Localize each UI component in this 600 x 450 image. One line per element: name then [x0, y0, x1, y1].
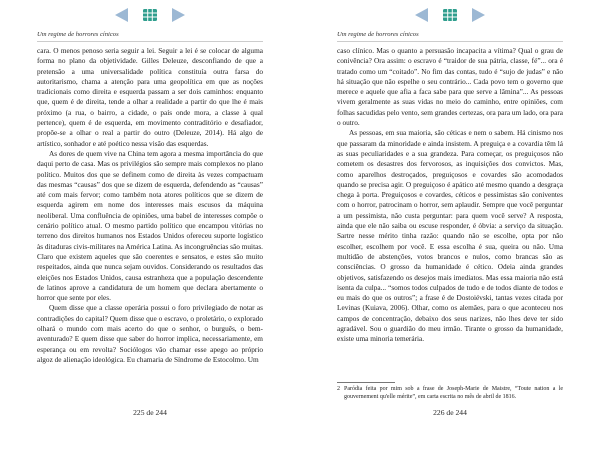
page-toolbar-right [337, 5, 563, 25]
next-page-icon[interactable] [172, 8, 185, 22]
prev-page-icon[interactable] [115, 8, 128, 22]
footnote-number: 2 [337, 386, 340, 392]
book-page-right [300, 0, 600, 450]
paragraph: As dores de quem vive na China tem agora a mesma importância do que daqui perto de casa. Mas os privilégios são sempre mais complexos no plano político. Muitos dos que se definem como de direita às vezes compactuam das mesmas “causas” dos que se dizem de esquerda, defendendo as “causas” até com mais fervor; como também nota atores políticos que se dizem de esquerda agirem em nome dos interesses mais escusos da máquina neoliberal. Uma confluência de opiniões, uma babel de interesses compõe o cenário político atual. O mesmo partido político que encampou vitórias no terreno dos direitos humanos nos Estados Unidos ofereceu suporte logístico às ditaduras civis-militares na América Latina. As incongruências são muitas. Claro que existem aqueles que são coerentes e sensatos, e estes são muito respeitados, ainda que nunca sejam ouvidos. Considerando os resultados das eleições nos Estados Unidos, causa estranheza que a população descendente de latinos aprove a candidatura de um homem que declara abertamente o horror que sente por eles. [37, 148, 263, 303]
running-header: Um regime de horrores cínicos [337, 27, 563, 42]
footnote-divider [337, 382, 395, 383]
prev-page-icon[interactable] [415, 8, 428, 22]
toc-grid-icon[interactable] [143, 9, 157, 21]
paragraph: cara. O menos penoso seria seguir a lei. Seguir a lei é se colocar de alguma forma no plano da objetividade. Gilles Deleuze, desconfiando de que a pretensão a uma universalidade política constituía outra farsa do autoritarismo, chama a atenção para uma geopolítica em que as noções tradicionais como direita e esquerda passam a ser dois caminhos: enquanto que, quem é de direita, tende a olhar a realidade a partir do que lhe é mais próximo (a rua, o bairro, a cidade, o país onde mora, a classe à qual pertence), quem é de esquerda, em movimento contraditório e desafiador, propõe-se a olhar o real a partir do outro (Deleuze, 2014). Há algo de artístico, sonhador e até poético nessa visão das esquerdas. [37, 46, 263, 148]
footnote-block [337, 382, 563, 401]
page-footer-right [337, 382, 563, 418]
footnote-text: Paródia feita por mim sob a frase de Joseph-Marie de Maistre, “Toute nation a le gouvernement qu'elle mérite”, em carta escrita no mês de abril de 1816. [344, 386, 563, 400]
paragraph: caso clínico. Mas o quanto a persuasão incapacita a vítima? Qual o grau de conivência? Ora assim: o escravo é “traidor de sua pátria, classe, fé”... ora é tratado como um “coitado”. No fim das contas, tudo é “sujo de judas” e não há situação que não espelhe o seu contrário... Cada povo tem o governo que merece e aquele que afia a faca sabe para que serve a lâmina”... As pessoas vivem geralmente as suas vidas no meio do caminho, entre opiniões, com folhas sacudidas pelo vento, sem grandes certezas, ora para um lado, ora para o outro. [337, 46, 563, 128]
paragraph: Quem disse que a classe operária possui o foro privilegiado de notar as contradições do capital? Quem disse que o escravo, o proletário, o explorado olhará o mundo com mais acerto do que o senhor, o burguês, o bem-aventurado? E quem disse que saber do horror implica, necessariamente, em esperança ou em revolta? Sociólogos vão chamar esse apego ao próprio algoz de alienação ideológica. Eu chamaria de Síndrome de Estocolmo. Um [37, 303, 263, 364]
page-body-right [337, 46, 563, 382]
page-number: 225 de 244 [133, 408, 167, 417]
page-toolbar-left [37, 5, 263, 25]
page-number: 226 de 244 [433, 408, 467, 417]
paragraph: As pessoas, em sua maioria, são céticas e nem o sabem. Há cinismo nos que passaram da minoridade e ainda insistem. A preguiça e a covardia têm lá as suas peculiaridades e a sua grandeza. Para começar, os preguiçosos não cometem os desastres dos fervorosos, as inquisições dos convictos. Mas, como aparelhos destroçados, preguiçosos e covardes são acomodados quando se precisa agir. O preguiçoso é apático até mesmo quando a desgraça chega à porta. Preguiçosos e covardes, céticos e pessimistas são coniventes com o horror, patrocinam o horror, sem aplaudir. Sempre que você perguntar a um pessimista, não custa perguntar: para quem você serve? A resposta, ainda que ele não saiba ou escuse responder, é óbvia: a serviço da situação. Sartre nesse mérito tinha razão: quando não se escolhe, opta por não escolher, escolhem por você. E essa escolha é sua, queira ou não. Uma multidão de abstenções, votos brancos e nulos, como brancas são as consciências. O grosso da humanidade é cético. Odeia ainda grandes objetivos, satisfazendo os desejos mais imediatos. Mas essa maioria não está isenta da culpa... “somos todos culpados de tudo e de todos diante de todos e eu mais do que os outros”; a frase é de Dostoiévski, tantas vezes citada por Levinas (Kuiava, 2006). Olhar, como os alemães, para o que aconteceu nos campos de concentração, debaixo dos seus narizes, não lhes deve ter sido agradável. Sou o guardião do meu irmão. Tirante o grosso da humanidade, existe uma minoria temerária. [337, 128, 563, 344]
next-page-icon[interactable] [472, 8, 485, 22]
toc-grid-icon[interactable] [443, 9, 457, 21]
footnote [337, 385, 563, 401]
page-body-left [37, 46, 263, 405]
page-footer-left [37, 405, 263, 418]
running-header: Um regime de horrores cínicos [37, 27, 263, 42]
